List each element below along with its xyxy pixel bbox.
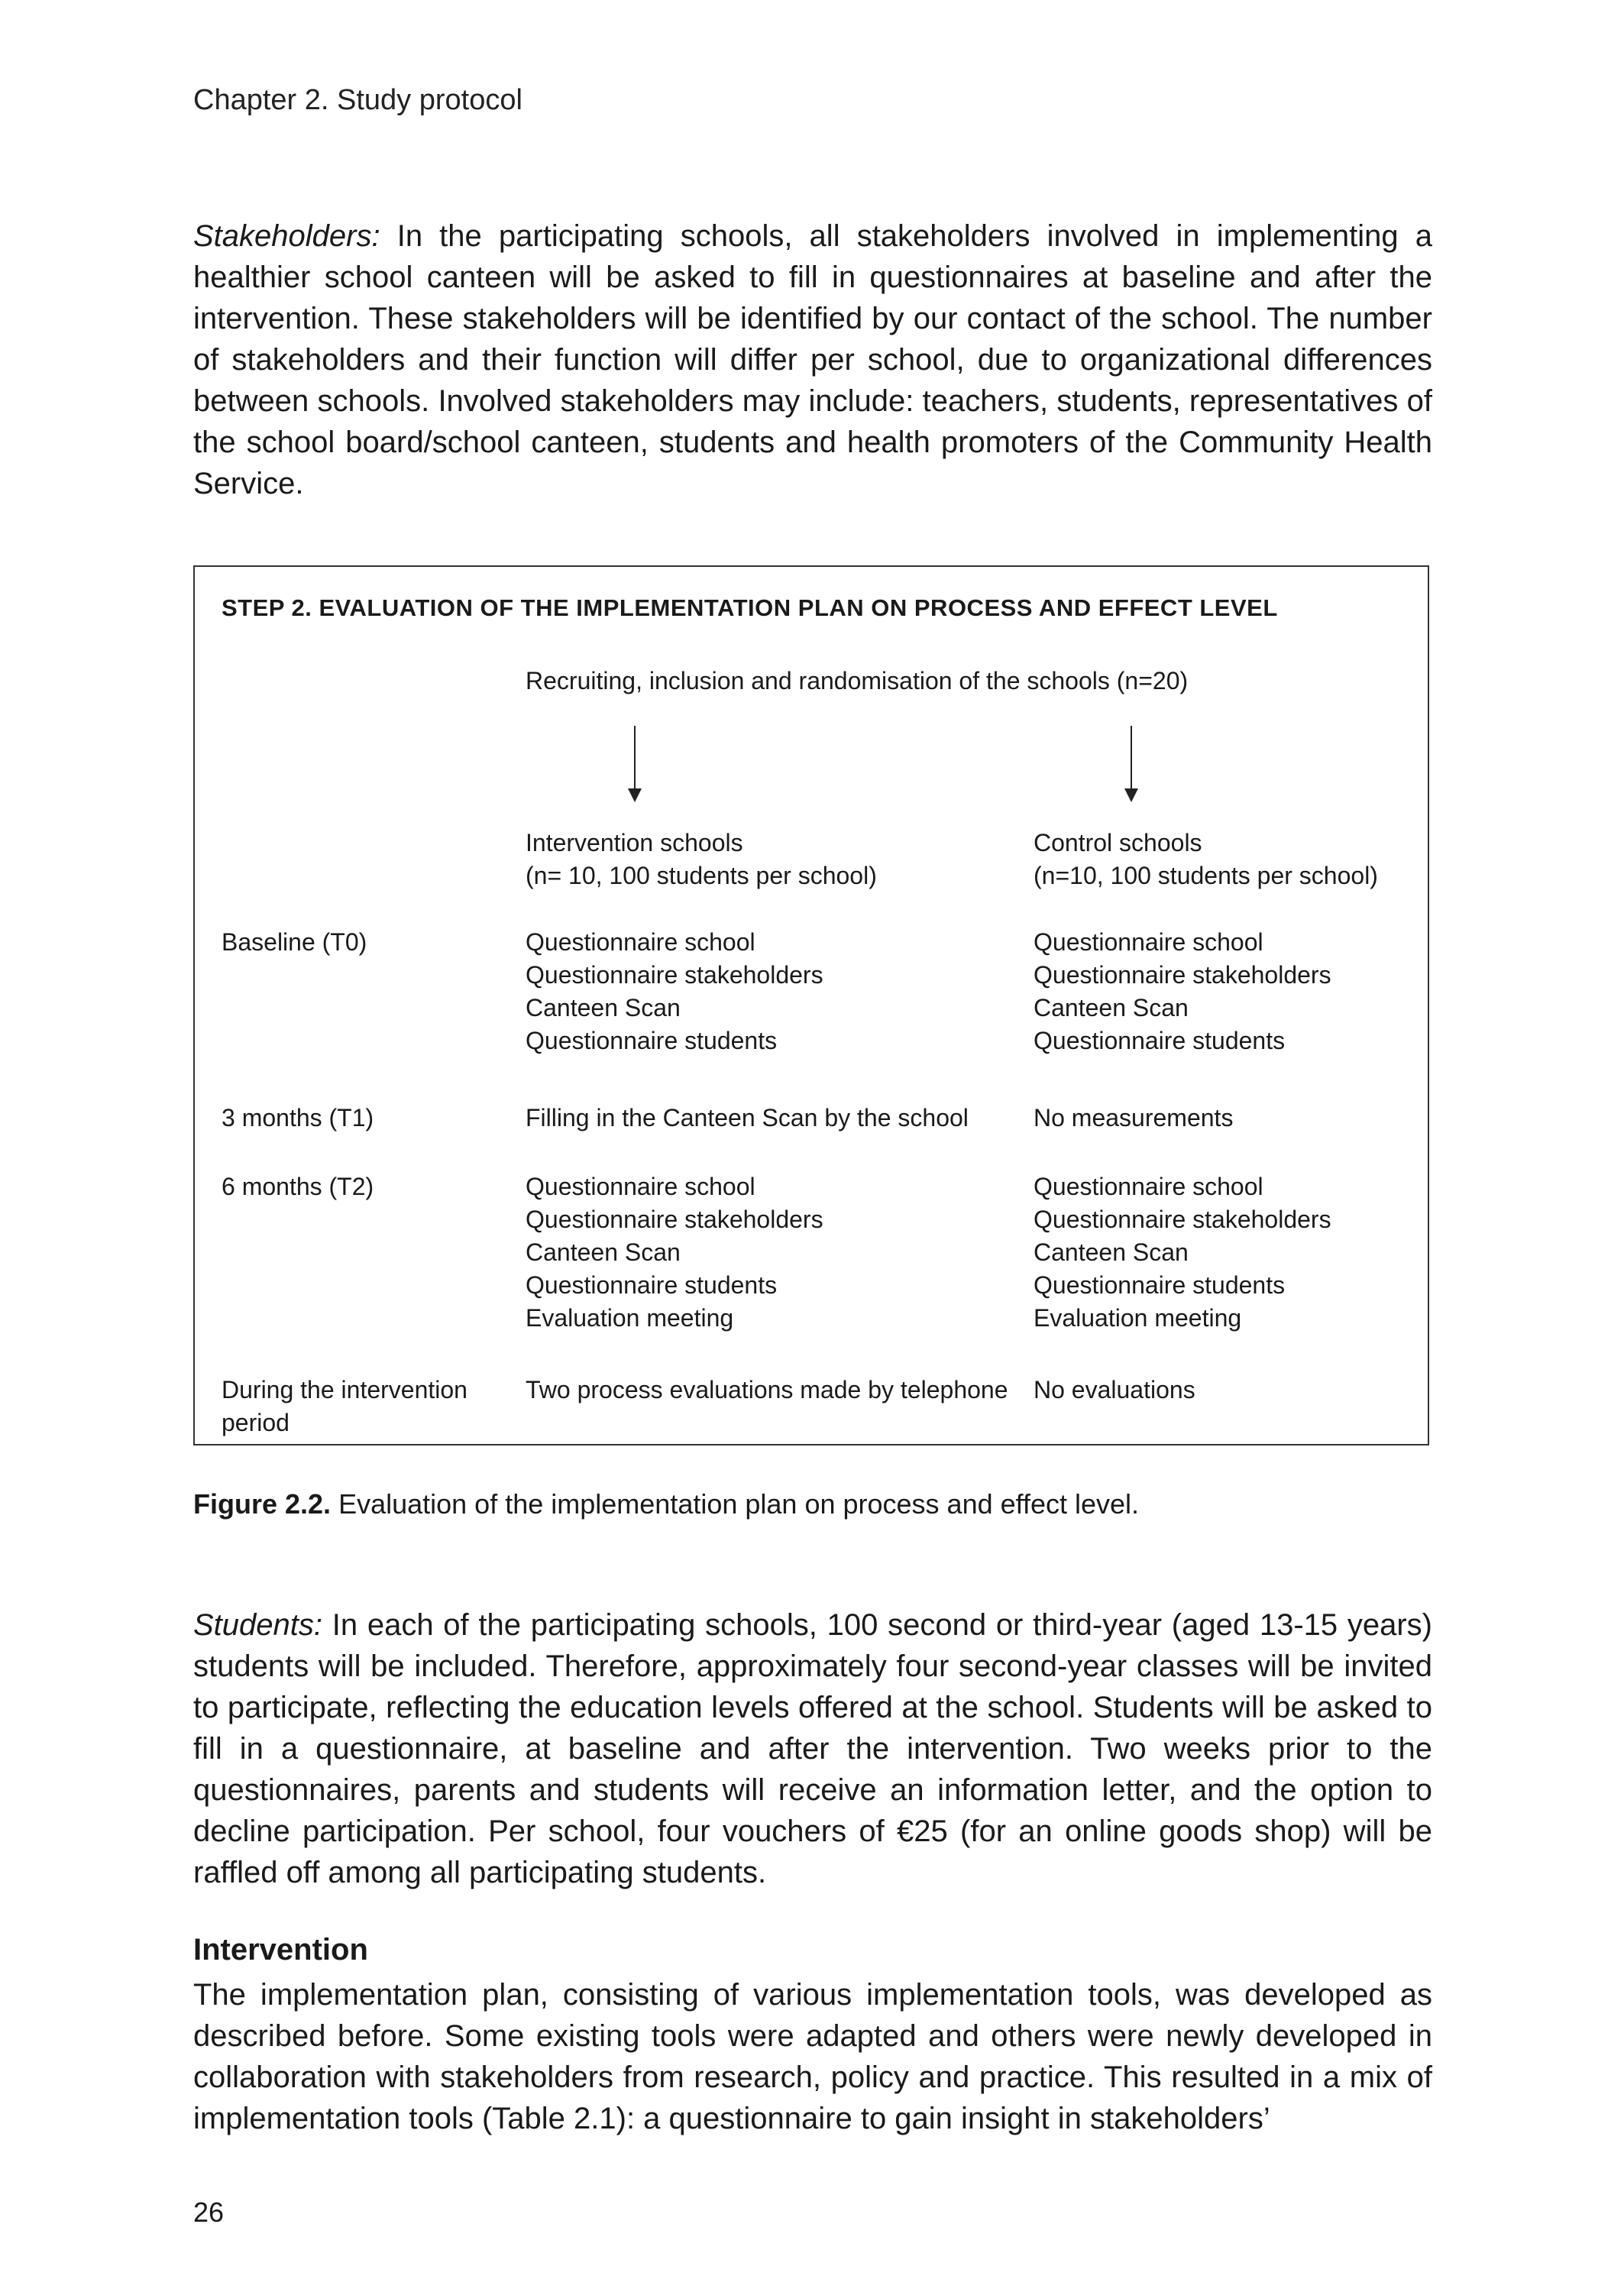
- figure-flowchart: [193, 565, 1429, 1445]
- control-group-header: [1034, 827, 1378, 892]
- measure-item: Questionnaire students: [526, 1271, 778, 1299]
- measure-item: Evaluation meeting: [526, 1304, 734, 1332]
- baseline-intervention-measures: [526, 926, 823, 1057]
- during-control-measures: [1034, 1374, 1195, 1407]
- section-heading-intervention: Intervention: [193, 1933, 368, 1967]
- measure-item: Questionnaire students: [1034, 1027, 1286, 1054]
- group-size: (n=10, 100 students per school): [1034, 862, 1378, 889]
- measure-item: Questionnaire students: [1034, 1271, 1286, 1299]
- row-label-line: During the intervention: [222, 1376, 467, 1403]
- figure-caption: [193, 1488, 1139, 1520]
- row-label-t2: [222, 1170, 374, 1203]
- paragraph-lead: Students:: [193, 1608, 323, 1642]
- figure-title: STEP 2. EVALUATION OF THE IMPLEMENTATION PLAN ON PROCESS AND EFFECT LEVEL: [222, 594, 1278, 621]
- during-intervention-measures: [526, 1374, 1008, 1407]
- row-label-line: Baseline (T0): [222, 928, 367, 956]
- paragraph-students: [193, 1604, 1432, 1893]
- t1-control-measures: [1034, 1102, 1233, 1135]
- row-label-baseline: [222, 926, 367, 959]
- page-number: 26: [193, 2196, 225, 2228]
- measure-item: Questionnaire students: [526, 1027, 778, 1054]
- row-label-line: period: [222, 1409, 290, 1436]
- measure-item: Questionnaire school: [1034, 928, 1263, 956]
- group-size: (n= 10, 100 students per school): [526, 862, 877, 889]
- paragraph-lead: Stakeholders:: [193, 219, 380, 253]
- measure-item: Canteen Scan: [1034, 994, 1189, 1021]
- measure-item: Canteen Scan: [526, 994, 681, 1021]
- t1-intervention-measures: [526, 1102, 969, 1135]
- t2-control-measures: [1034, 1170, 1331, 1335]
- intervention-group-header: [526, 827, 877, 892]
- measure-item: Questionnaire stakeholders: [1034, 1206, 1331, 1233]
- arrow-to-control: [1131, 726, 1132, 790]
- t2-intervention-measures: [526, 1170, 823, 1335]
- chapter-title: Study protocol: [337, 84, 522, 116]
- measure-item: Questionnaire stakeholders: [526, 961, 823, 989]
- measure-item: Questionnaire school: [526, 928, 755, 956]
- measure-item: Questionnaire school: [1034, 1173, 1263, 1200]
- measure-item: Questionnaire stakeholders: [526, 1206, 823, 1233]
- measure-item: Two process evaluations made by telephone: [526, 1376, 1008, 1403]
- measure-item: Questionnaire stakeholders: [1034, 961, 1331, 989]
- paragraph-stakeholders: [193, 215, 1432, 504]
- measure-item: Canteen Scan: [1034, 1238, 1189, 1266]
- group-name: Intervention schools: [526, 829, 743, 856]
- paragraph-body: In each of the participating schools, 100 second or third-year (aged 13-15 years) students will be included. Therefore, approximately four second-year classes will be invited to participate, reflecting the education levels offered at the school. Students will be asked to fill in a questionnaire, at baseline and after the intervention. Two weeks prior to the questionnaires, parents and students will receive an information letter, and the option to decline participation. Per school, four vouchers of €25 (for an online goods shop) will be raffled off among all participating students.: [193, 1608, 1432, 1889]
- row-label-line: 6 months (T2): [222, 1173, 374, 1200]
- measure-item: Questionnaire school: [526, 1173, 755, 1200]
- running-header: [193, 84, 522, 117]
- chapter-number: Chapter 2.: [193, 84, 329, 116]
- paragraph-intervention: The implementation plan, consisting of various implementation tools, was developed as described before. Some existing tools were adapted and others were newly developed in collaboration with stakeholders from research, policy and practice. This resulted in a mix of implementation tools (Table 2.1): a questionnaire to gain insight in stakeholders’: [193, 1978, 1432, 2135]
- recruiting-text: Recruiting, inclusion and randomisation of the schools (n=20): [526, 667, 1189, 694]
- row-label-line: 3 months (T1): [222, 1104, 374, 1131]
- caption-label: Figure 2.2.: [193, 1488, 332, 1520]
- measure-item: No evaluations: [1034, 1376, 1195, 1403]
- row-label-during: [222, 1374, 467, 1439]
- caption-text: Evaluation of the implementation plan on process and effect level.: [331, 1488, 1140, 1520]
- group-name: Control schools: [1034, 829, 1202, 856]
- measure-item: Filling in the Canteen Scan by the school: [526, 1104, 969, 1131]
- measure-item: No measurements: [1034, 1104, 1234, 1131]
- arrow-to-intervention: [634, 726, 636, 790]
- measure-item: Evaluation meeting: [1034, 1304, 1242, 1332]
- baseline-control-measures: [1034, 926, 1331, 1057]
- measure-item: Canteen Scan: [526, 1238, 681, 1266]
- row-label-t1: [222, 1102, 374, 1135]
- paragraph-body: In the participating schools, all stakeholders involved in implementing a healthier school canteen will be asked to fill in questionnaires at baseline and after the intervention. These stakeholders will be identified by our contact of the school. The number of stakeholders and their function will differ per school, due to organizational differences between schools. Involved stakeholders may include: teachers, students, representatives of the school board/school canteen, students and health promoters of the Community Health Service.: [193, 219, 1432, 500]
